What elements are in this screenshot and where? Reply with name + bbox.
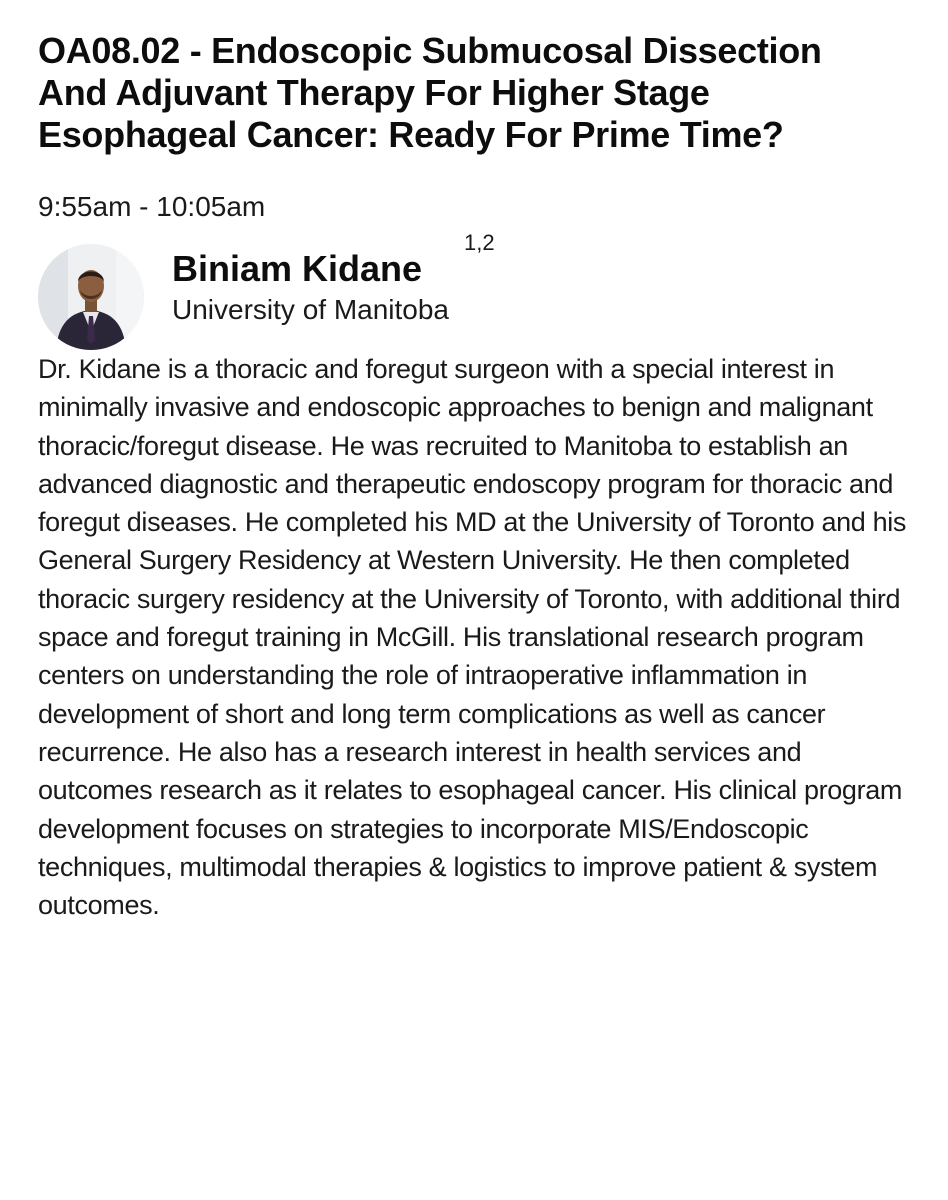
speaker-name-row [172, 230, 495, 289]
speaker-photo-icon [38, 244, 144, 350]
affiliation-refs: 1,2 [464, 230, 495, 255]
speaker-name[interactable]: Biniam Kidane [172, 248, 423, 289]
speaker-info [172, 230, 495, 326]
session-time: 9:55am - 10:05am [38, 191, 266, 222]
session-page [38, 30, 918, 924]
session-title: OA08.02 - Endoscopic Submucosal Dissection And Adjuvant Therapy For Higher Stage Esophageal Cancer: Ready For Prime Time? [38, 30, 822, 155]
speaker-card[interactable] [38, 230, 918, 342]
speaker-bio: Dr. Kidane is a thoracic and foregut surgeon with a special interest in minimally invasive and endoscopic approaches to benign and malignant thoracic/foregut disease. He was recruited to Manitoba to establish an advanced diagnostic and therapeutic endoscopy program for thoracic and foregut diseases. He completed his MD at the University of Toronto and his General Surgery Residency at Western University. He then completed thoracic surgery residency at the University of Toronto, with additional third space and foregut training in McGill. His translational research program centers on understanding the role of intraoperative inflammation in development of short and long term complications as well as cancer recurrence. He also has a research interest in health services and outcomes research as it relates to esophageal cancer. His clinical program development focuses on strategies to incorporate MIS/Endoscopic techniques, multimodal therapies & logistics to improve patient & system outcomes. [38, 354, 907, 921]
speaker-institution: University of Manitoba [172, 294, 450, 325]
speaker-avatar[interactable] [38, 244, 144, 350]
